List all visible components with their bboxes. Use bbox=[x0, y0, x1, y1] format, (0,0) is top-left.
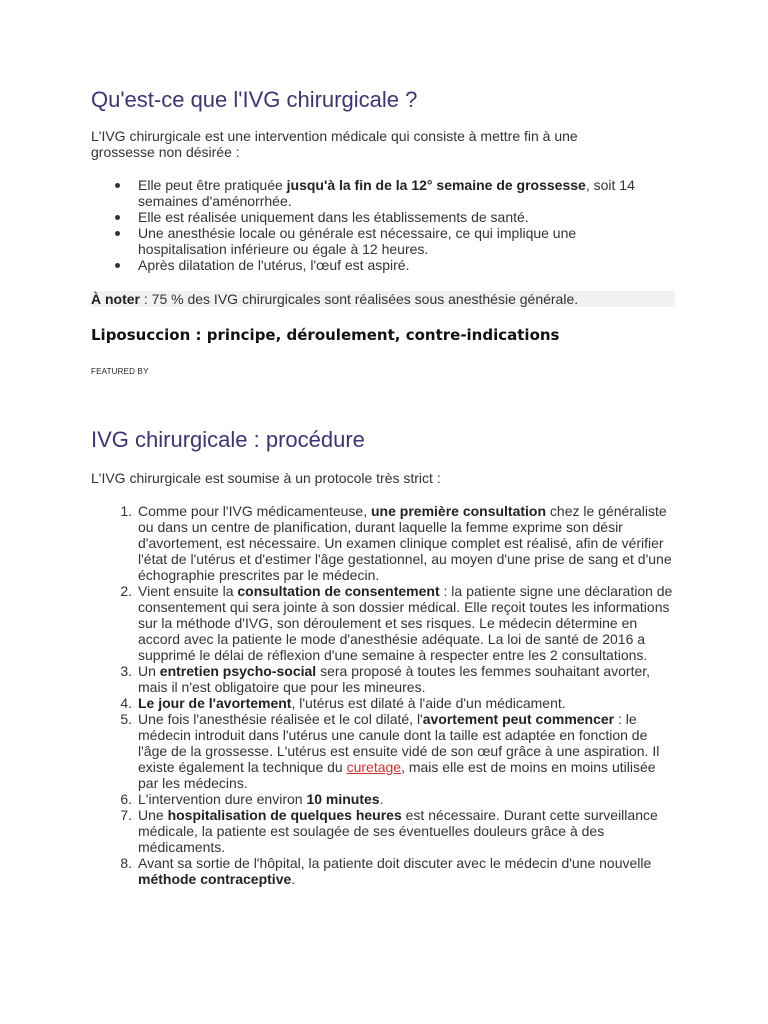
section-intro: L'IVG chirurgicale est soumise à un protocole très strict : bbox=[91, 470, 441, 486]
list-item: 6. L'intervention dure environ 10 minutes. bbox=[120, 791, 384, 807]
list-item: Elle est réalisée uniquement dans les établissements de santé. bbox=[138, 209, 658, 225]
procedure-steps bbox=[120, 503, 678, 887]
list-item: 7. Une hospitalisation de quelques heures est nécessaire. Durant cette surveillance médicale, la patiente est soulagée de ses éventuelles douleurs grâce à des médicaments. bbox=[120, 807, 658, 855]
note-callout bbox=[91, 291, 675, 307]
section-intro: L'IVG chirurgicale est une intervention médicale qui consiste à mettre fin à une grossesse non désirée : bbox=[91, 128, 578, 160]
note-label: À noter bbox=[91, 291, 140, 307]
bullet-list bbox=[138, 177, 658, 273]
list-item: Après dilatation de l'utérus, l'œuf est aspiré. bbox=[138, 257, 658, 273]
featured-by-label: FEATURED BY bbox=[91, 367, 149, 376]
list-item: 8. Avant sa sortie de l'hôpital, la patiente doit discuter avec le médecin d'une nouvelle méthode contraceptive. bbox=[120, 855, 652, 887]
list-item: Elle peut être pratiquée jusqu'à la fin de la 12° semaine de grossesse, soit 14 semaines d'aménorrhée. bbox=[138, 177, 658, 209]
section-title-what-is: Qu'est-ce que l'IVG chirurgicale ? bbox=[91, 87, 418, 112]
list-item: 1. Comme pour l'IVG médicamenteuse, une première consultation chez le généraliste ou dans un centre de planification, durant laquelle la femme exprime son désir d'avortement, est nécessaire. Un examen clinique complet est réalisé, afin de vérifier l'état de l'utérus et d'estimer l'âge gestationnel, au moyen d'une prise de sang et d'une échographie prescrites par le médecin. bbox=[120, 503, 672, 583]
list-item: 4. Le jour de l'avortement, l'utérus est dilaté à l'aide d'un médicament. bbox=[120, 695, 566, 711]
list-item: Une anesthésie locale ou générale est nécessaire, ce qui implique une hospitalisation inférieure ou égale à 12 heures. bbox=[138, 225, 658, 257]
curetage-link[interactable]: curetage bbox=[346, 759, 402, 775]
sponsored-link-title[interactable]: Liposuccion : principe, déroulement, contre-indications bbox=[91, 326, 560, 344]
list-item: 3. Un entretien psycho-social sera proposé à toutes les femmes souhaitant avorter, mais il n'est obligatoire que pour les mineures. bbox=[120, 663, 651, 695]
list-item: 2. Vient ensuite la consultation de consentement : la patiente signe une déclaration de consentement qui sera jointe à son dossier médical. Elle reçoit toutes les informations sur la méthode d'IVG, son déroulement et ses risques. Le médecin détermine en accord avec la patiente le mode d'anesthésie adéquate. La loi de santé de 2016 a supprimé le délai de réflexion d'une semaine à respecter entre les 2 consultations. bbox=[120, 583, 673, 663]
section-title-procedure: IVG chirurgicale : procédure bbox=[91, 427, 365, 452]
list-item: 5. Une fois l'anesthésie réalisée et le col dilaté, l'avortement peut commencer : le médecin introduit dans l'utérus une canule dont la taille est adaptée en fonction de l'âge de la grossesse. L'utérus est ensuite vidé de son œuf grâce à une aspiration. Il existe également la technique du curetage, mais elle est de moins en moins utilisée par les médecins. bbox=[120, 711, 660, 791]
note-text: : 75 % des IVG chirurgicales sont réalisées sous anesthésie générale. bbox=[140, 291, 579, 307]
